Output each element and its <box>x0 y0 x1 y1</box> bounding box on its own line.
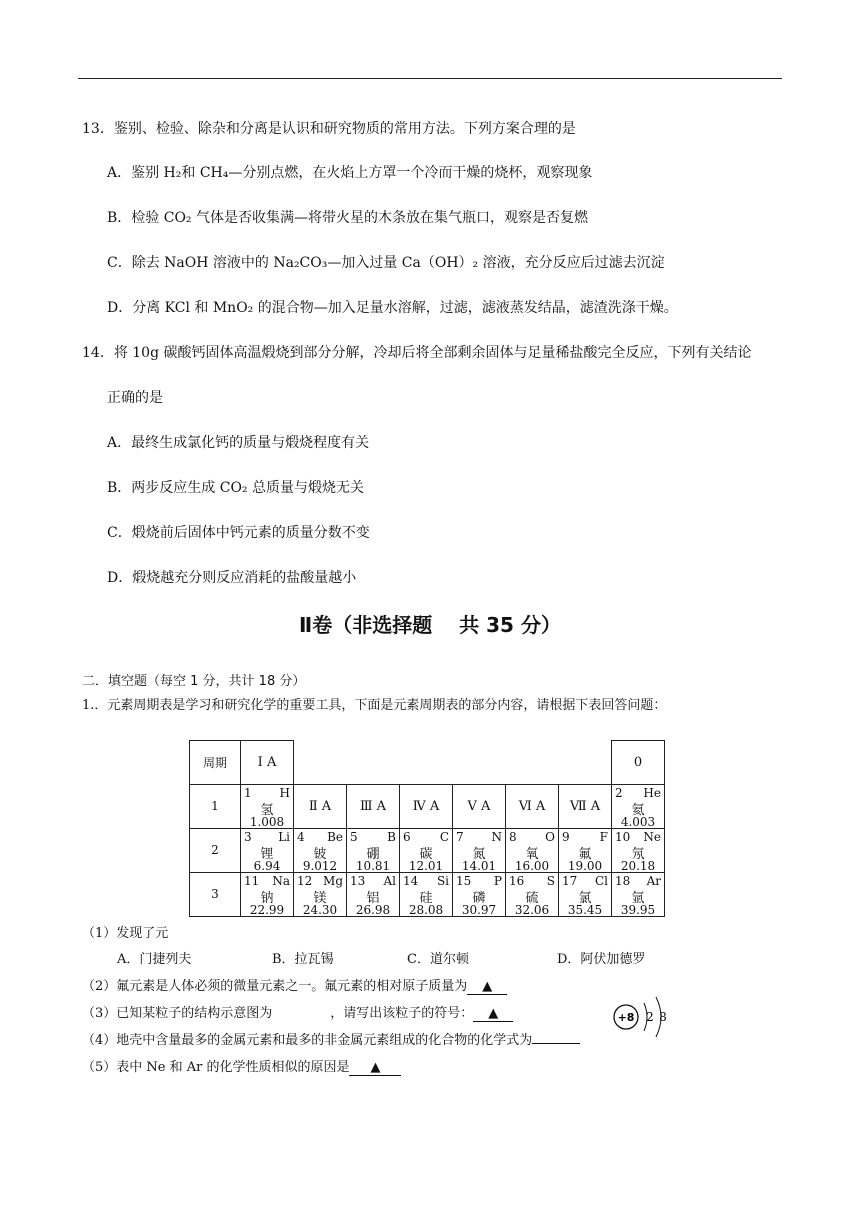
sub3-line: （3）已知某粒子的结构示意图为 ，请写出该粒子的符号： ▲ <box>82 1002 513 1022</box>
answer-blank[interactable] <box>532 1043 580 1044</box>
element-cell-Si: 14 Si 硅 28.08 <box>400 872 453 916</box>
sub1-option-d: D．阿伏加德罗 <box>557 952 646 967</box>
q14-option-c: C．煅烧前后固体中钙元素的质量分数不变 <box>107 525 370 541</box>
periodic-table <box>189 740 665 917</box>
period-2: 2 <box>190 828 241 872</box>
q13-option-c: C．除去 NaOH 溶液中的 Na₂CO₃—加入过量 Ca（OH）₂ 溶液，充分反应后过滤去沉淀 <box>107 255 665 271</box>
element-cell-Cl: 17 Cl 氯 35.45 <box>559 872 612 916</box>
element-cell-H: 1 H 氢 1.008 <box>241 784 294 828</box>
group-7a: Ⅶ A <box>559 784 612 828</box>
section2-heading: 二．填空题（每空 1 分，共计 18 分） <box>82 674 306 689</box>
sub4-line: （4）地壳中含量最多的金属元素和最多的非金属元素组成的化合物的化学式为 <box>82 1029 580 1048</box>
q14-option-d: D．煅烧越充分则反应消耗的盐酸量越小 <box>107 570 357 586</box>
q14-stem-line2: 正确的是 <box>107 390 163 406</box>
element-cell-He: 2 He 氦 4.003 <box>612 784 665 828</box>
period-header: 周期 <box>190 741 241 785</box>
element-cell-S: 16 S 硫 32.06 <box>506 872 559 916</box>
q13-stem: 13．鉴别、检验、除杂和分离是认识和研究物质的常用方法。下列方案合理的是 <box>82 121 576 137</box>
group-5a: Ⅴ A <box>453 784 506 828</box>
q13-option-d: D．分离 KCl 和 MnO₂ 的混合物—加入足量水溶解，过滤，滤液蒸发结晶，滤渣洗涤干燥。 <box>107 300 678 316</box>
element-cell-P: 15 P 磷 30.97 <box>453 872 506 916</box>
element-cell-Al: 13 Al 铝 26.98 <box>347 872 400 916</box>
q14-option-a: A．最终生成氯化钙的质量与煅烧程度有关 <box>107 435 370 451</box>
element-cell-Be: 4 Be 铍 9.012 <box>294 828 347 872</box>
element-cell-Li: 3 Li 锂 6.94 <box>241 828 294 872</box>
element-cell-B: 5 B 硼 10.81 <box>347 828 400 872</box>
sub1-text: （1）发现了元 <box>82 922 168 941</box>
element-cell-Na: 11 Na 钠 22.99 <box>241 872 294 916</box>
answer-blank[interactable]: ▲ <box>467 979 507 995</box>
q13-option-a: A．鉴别 H₂和 CH₄—分别点燃，在火焰上方罩一个冷而干燥的烧杯，观察现象 <box>107 165 593 181</box>
svg-text:8: 8 <box>659 1010 667 1024</box>
group-6a: Ⅵ A <box>506 784 559 828</box>
element-cell-Ne: 10 Ne 氖 20.18 <box>612 828 665 872</box>
element-cell-Ar: 18 Ar 氩 39.95 <box>612 872 665 916</box>
svg-text:+8: +8 <box>617 1011 635 1024</box>
q13-option-b: B．检验 CO₂ 气体是否收集满—将带火星的木条放在集气瓶口，观察是否复燃 <box>107 210 588 226</box>
group-1a: Ⅰ A <box>241 741 294 785</box>
period-1: 1 <box>190 784 241 828</box>
q14-option-b: B．两步反应生成 CO₂ 总质量与煅烧无关 <box>107 480 364 496</box>
sub1-option-c: C．道尔顿 <box>407 952 469 967</box>
answer-blank[interactable]: ▲ <box>349 1060 401 1076</box>
header-rule <box>78 78 782 79</box>
element-cell-F: 9 F 氟 19.00 <box>559 828 612 872</box>
group-0: 0 <box>612 741 665 785</box>
sub5-line: （5）表中 Ne 和 Ar 的化学性质相似的原因是 ▲ <box>82 1056 401 1076</box>
part2-title: Ⅱ卷（非选择题 共 35 分） <box>299 613 561 637</box>
element-cell-O: 8 O 氧 16.00 <box>506 828 559 872</box>
q1-stem: 1.．元素周期表是学习和研究化学的重要工具，下面是元素周期表的部分内容，请根据下表回答问题： <box>82 698 667 713</box>
sub1-option-a: A．门捷列夫 <box>117 952 192 967</box>
atom-structure-diagram <box>612 993 672 1041</box>
element-cell-N: 7 N 氮 14.01 <box>453 828 506 872</box>
element-cell-Mg: 12 Mg 镁 24.30 <box>294 872 347 916</box>
group-4a: Ⅳ A <box>400 784 453 828</box>
sub1-option-b: B．拉瓦锡 <box>272 952 334 967</box>
period-3: 3 <box>190 872 241 916</box>
q14-stem-line1: 14．将 10g 碳酸钙固体高温煅烧到部分分解，冷却后将全部剩余固体与足量稀盐酸完全反应，下列有关结论 <box>82 345 752 361</box>
svg-text:2: 2 <box>646 1010 654 1024</box>
group-2a: Ⅱ A <box>294 784 347 828</box>
sub2-line: （2）氟元素是人体必须的微量元素之一。氟元素的相对原子质量为 ▲ <box>82 975 507 995</box>
group-3a: Ⅲ A <box>347 784 400 828</box>
element-cell-C: 6 C 碳 12.01 <box>400 828 453 872</box>
answer-blank[interactable]: ▲ <box>473 1006 513 1022</box>
